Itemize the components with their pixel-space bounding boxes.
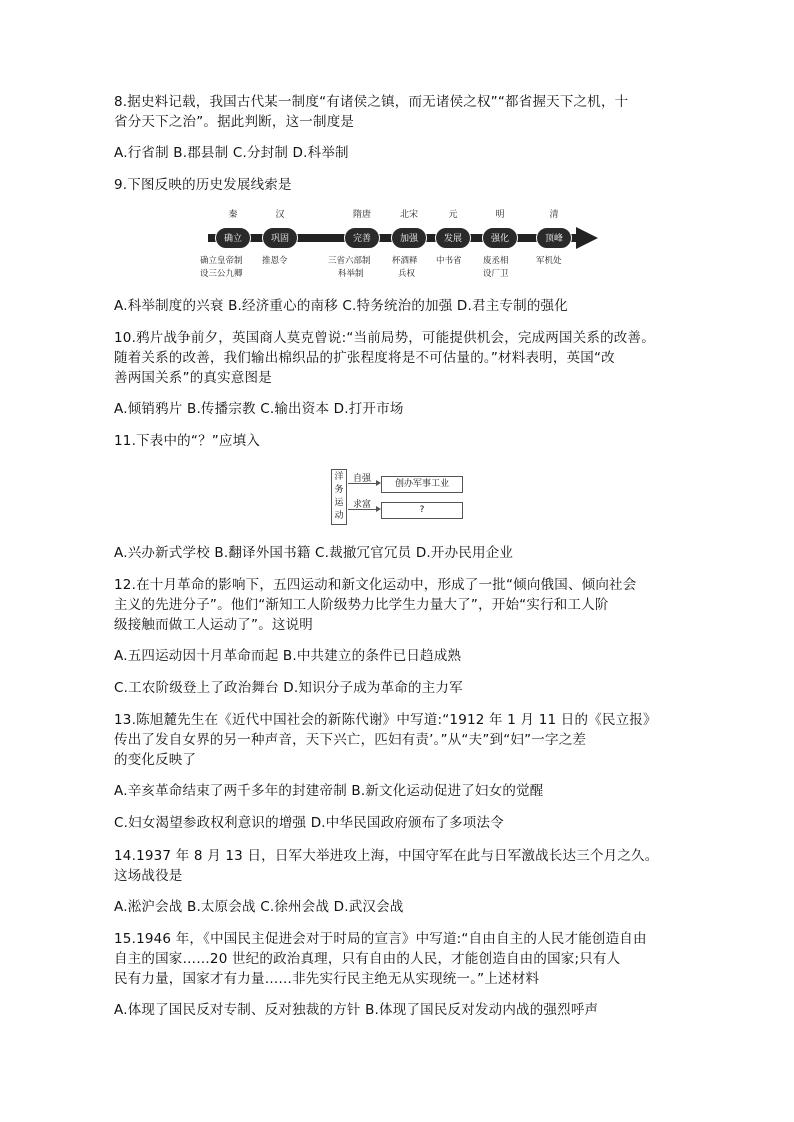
timeline-node: 完善 xyxy=(344,227,380,249)
q10-stem-line2: 随着关系的改善，我们输出棉织品的扩张程度将是不可估量的。”材料表明，英国“改 xyxy=(114,350,615,366)
timeline-node: 顶峰 xyxy=(536,227,572,249)
timeline-era: 清 xyxy=(549,210,559,220)
timeline-note: 确立皇帝制 xyxy=(200,256,243,266)
timeline-node: 确立 xyxy=(215,227,251,249)
q12-stem-line1: 12.在十月革命的影响下，五四运动和新文化运动中，形成了一批“倾向俄国、倾向社会 xyxy=(114,577,637,593)
diagram-label-bottom: 求富 xyxy=(353,500,372,510)
timeline-node: 强化 xyxy=(482,227,518,249)
timeline-note: 军机处 xyxy=(536,256,562,266)
q13-options-ab: A.辛亥革命结束了两千多年的封建帝制 B.新文化运动促进了妇女的觉醒 xyxy=(114,783,544,799)
q12-options-ab: A.五四运动因十月革命而起 B.中共建立的条件已日趋成熟 xyxy=(114,648,462,664)
q13-stem-line2: 传出了发自女界的另一种声音，天下兴亡，匹妇有责’。”从“夫”到“妇”一字之差 xyxy=(114,732,587,748)
q10-options: A.倾销鸦片 B.传播宗教 C.输出资本 D.打开市场 xyxy=(114,401,404,417)
timeline-era: 北宋 xyxy=(399,210,418,220)
diagram-box-top: 创办军事工业 xyxy=(381,476,463,493)
diagram-left-box: 洋务运动 xyxy=(331,469,347,525)
timeline-node: 加强 xyxy=(391,227,427,249)
diagram-box-bottom: ? xyxy=(381,502,463,519)
q13-options-cd: C.妇女渴望参政权利意识的增强 D.中华民国政府颁布了多项法令 xyxy=(114,815,504,831)
q15-stem-line1: 15.1946 年，《中国民主促进会对于时局的宣言》中写道:“自由自主的人民才能创造自由 xyxy=(114,931,647,947)
q10-stem-line3: 善两国关系”的真实意图是 xyxy=(114,370,272,386)
timeline-era: 元 xyxy=(448,210,458,220)
timeline-note: 兵权 xyxy=(398,269,416,279)
timeline-note: 杯酒释 xyxy=(392,256,418,266)
q13-stem-line3: 的变化反映了 xyxy=(114,752,197,768)
timeline-node: 巩固 xyxy=(262,227,298,249)
timeline-figure xyxy=(200,205,600,287)
q14-options: A.淞沪会战 B.太原会战 C.徐州会战 D.武汉会战 xyxy=(114,899,404,915)
q15-options-ab: A.体现了国民反对专制、反对独裁的方针 B.体现了国民反对发动内战的强烈呼声 xyxy=(114,1002,599,1018)
q8-stem-line1: 8.据史料记载，我国古代某一制度“有诸侯之镇，而无诸侯之权”“都省握天下之机，十 xyxy=(114,94,629,110)
q10-stem-line1: 10.鸦片战争前夕，英国商人莫克曾说:“当前局势，可能提供机会，完成两国关系的改善。 xyxy=(114,330,655,346)
q11-stem: 11.下表中的“？”应填入 xyxy=(114,433,261,449)
q9-stem: 9.下图反映的历史发展线索是 xyxy=(114,177,292,193)
q12-options-cd: C.工农阶级登上了政治舞台 D.知识分子成为革命的主力军 xyxy=(114,680,463,696)
timeline-era: 汉 xyxy=(275,210,285,220)
timeline-note: 三省六部制 xyxy=(328,256,371,266)
timeline-note: 设厂卫 xyxy=(483,269,509,279)
q15-stem-line2: 自主的国家……20 世纪的政治真理，只有自由的人民，才能创造自由的国家;只有人 xyxy=(114,951,621,967)
timeline-note: 中书省 xyxy=(436,256,462,266)
timeline-era: 明 xyxy=(495,210,505,220)
timeline-era: 秦 xyxy=(228,210,238,220)
q12-stem-line2: 主义的先进分子”。他们“渐知工人阶级势力比学生力量大了”，开始“实行和工人阶 xyxy=(114,597,609,613)
timeline-note: 废丞相 xyxy=(483,256,509,266)
q8-options: A.行省制 B.郡县制 C.分封制 D.科举制 xyxy=(114,145,349,161)
timeline-note: 设三公九卿 xyxy=(200,269,243,279)
q12-stem-line3: 级接触而做工人运动了”。这说明 xyxy=(114,617,313,633)
timeline-node: 发展 xyxy=(435,227,471,249)
q11-options: A.兴办新式学校 B.翻译外国书籍 C.裁撤冗官冗员 D.开办民用企业 xyxy=(114,545,514,561)
diagram-label-top: 自强 xyxy=(353,474,372,484)
timeline-arrow-icon xyxy=(576,227,598,249)
q8-stem-line2: 省分天下之治”。据此判断，这一制度是 xyxy=(114,114,355,130)
timeline-note: 推恩令 xyxy=(262,256,288,266)
timeline-note: 科举制 xyxy=(338,269,364,279)
q15-stem-line3: 民有力量，国家才有力量……非先实行民主绝无从实现统一。”上述材料 xyxy=(114,971,540,987)
timeline-era: 隋唐 xyxy=(352,210,371,220)
q14-stem-line2: 这场战役是 xyxy=(114,868,183,884)
q9-options: A.科举制度的兴衰 B.经济重心的南移 C.特务统治的加强 D.君主专制的强化 xyxy=(114,298,568,314)
q11-table-figure xyxy=(331,469,463,527)
q13-stem-line1: 13.陈旭麓先生在《近代中国社会的新陈代谢》中写道:“1912 年 1 月 11 日的《民立报》 xyxy=(114,712,657,728)
q14-stem-line1: 14.1937 年 8 月 13 日，日军大举进攻上海，中国守军在此与日军激战长达三个月之久。 xyxy=(114,848,659,864)
